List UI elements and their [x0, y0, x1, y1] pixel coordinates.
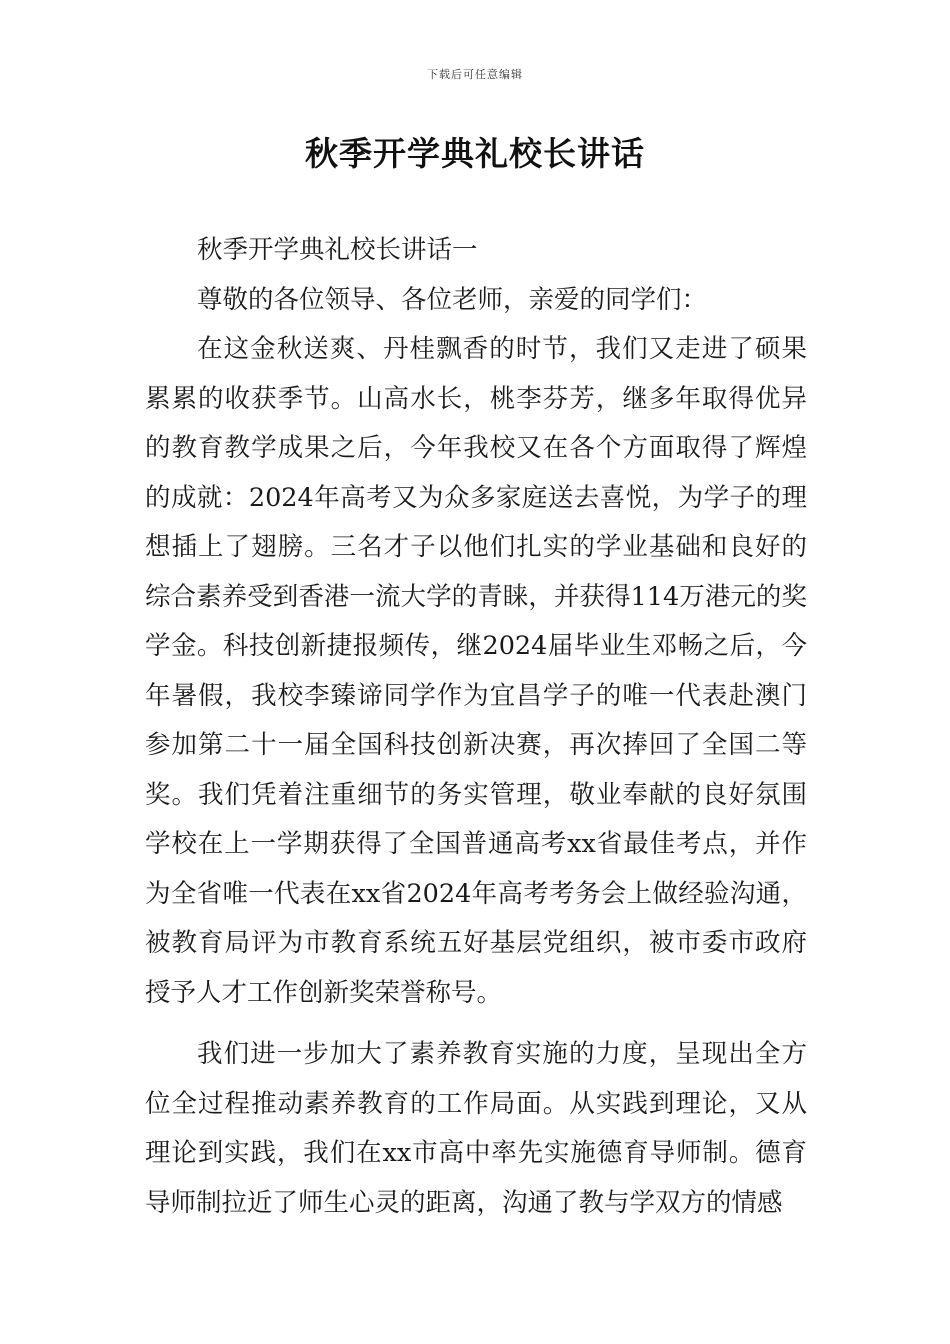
document-body: [145, 226, 807, 1228]
paragraph-achievements: 在这金秋送爽、丹桂飘香的时节，我们又走进了硕果累累的收获季节。山高水长，桃李芬芳，继多年取得优异的教育教学成果之后，今年我校又在各个方面取得了辉煌的成就：2024年高考又为众多家庭送去喜悦，为学子的理想插上了翅膀。三名才子以他们扎实的学业基础和良好的综合素养受到香港一流大学的青睐，并获得114万港元的奖学金。科技创新捷报频传，继2024届毕业生邓畅之后，今年暑假，我校李臻谛同学作为宜昌学子的唯一代表赴澳门参加第二十一届全国科技创新决赛，再次捧回了全国二等奖。我们凭着注重细节的务实管理，敬业奉献的良好氛围学校在上一学期获得了全国普通高考xx省最佳考点，并作为全省唯一代表在xx省2024年高考考务会上做经验沟通，被教育局评为市教育系统五好基层党组织，被市委市政府授予人才工作创新奖荣誉称号。: [145, 334, 807, 1008]
header-note: 下载后可任意编辑: [427, 68, 523, 81]
paragraph-salutation: 尊敬的各位领导、各位老师，亲爱的同学们：: [197, 284, 708, 315]
document-title: 秋季开学典礼校长讲话: [305, 134, 645, 173]
paragraph-subtitle: 秋季开学典礼校长讲话一: [197, 235, 478, 265]
paragraph-quality-education: 我们进一步加大了素养教育实施的力度，呈现出全方位全过程推动素养教育的工作局面。从实践到理论，又从理论到实践，我们在xx市高中率先实施德育导师制。德育导师制拉近了师生心灵的距离，沟通了教与学双方的情感: [145, 1039, 807, 1218]
